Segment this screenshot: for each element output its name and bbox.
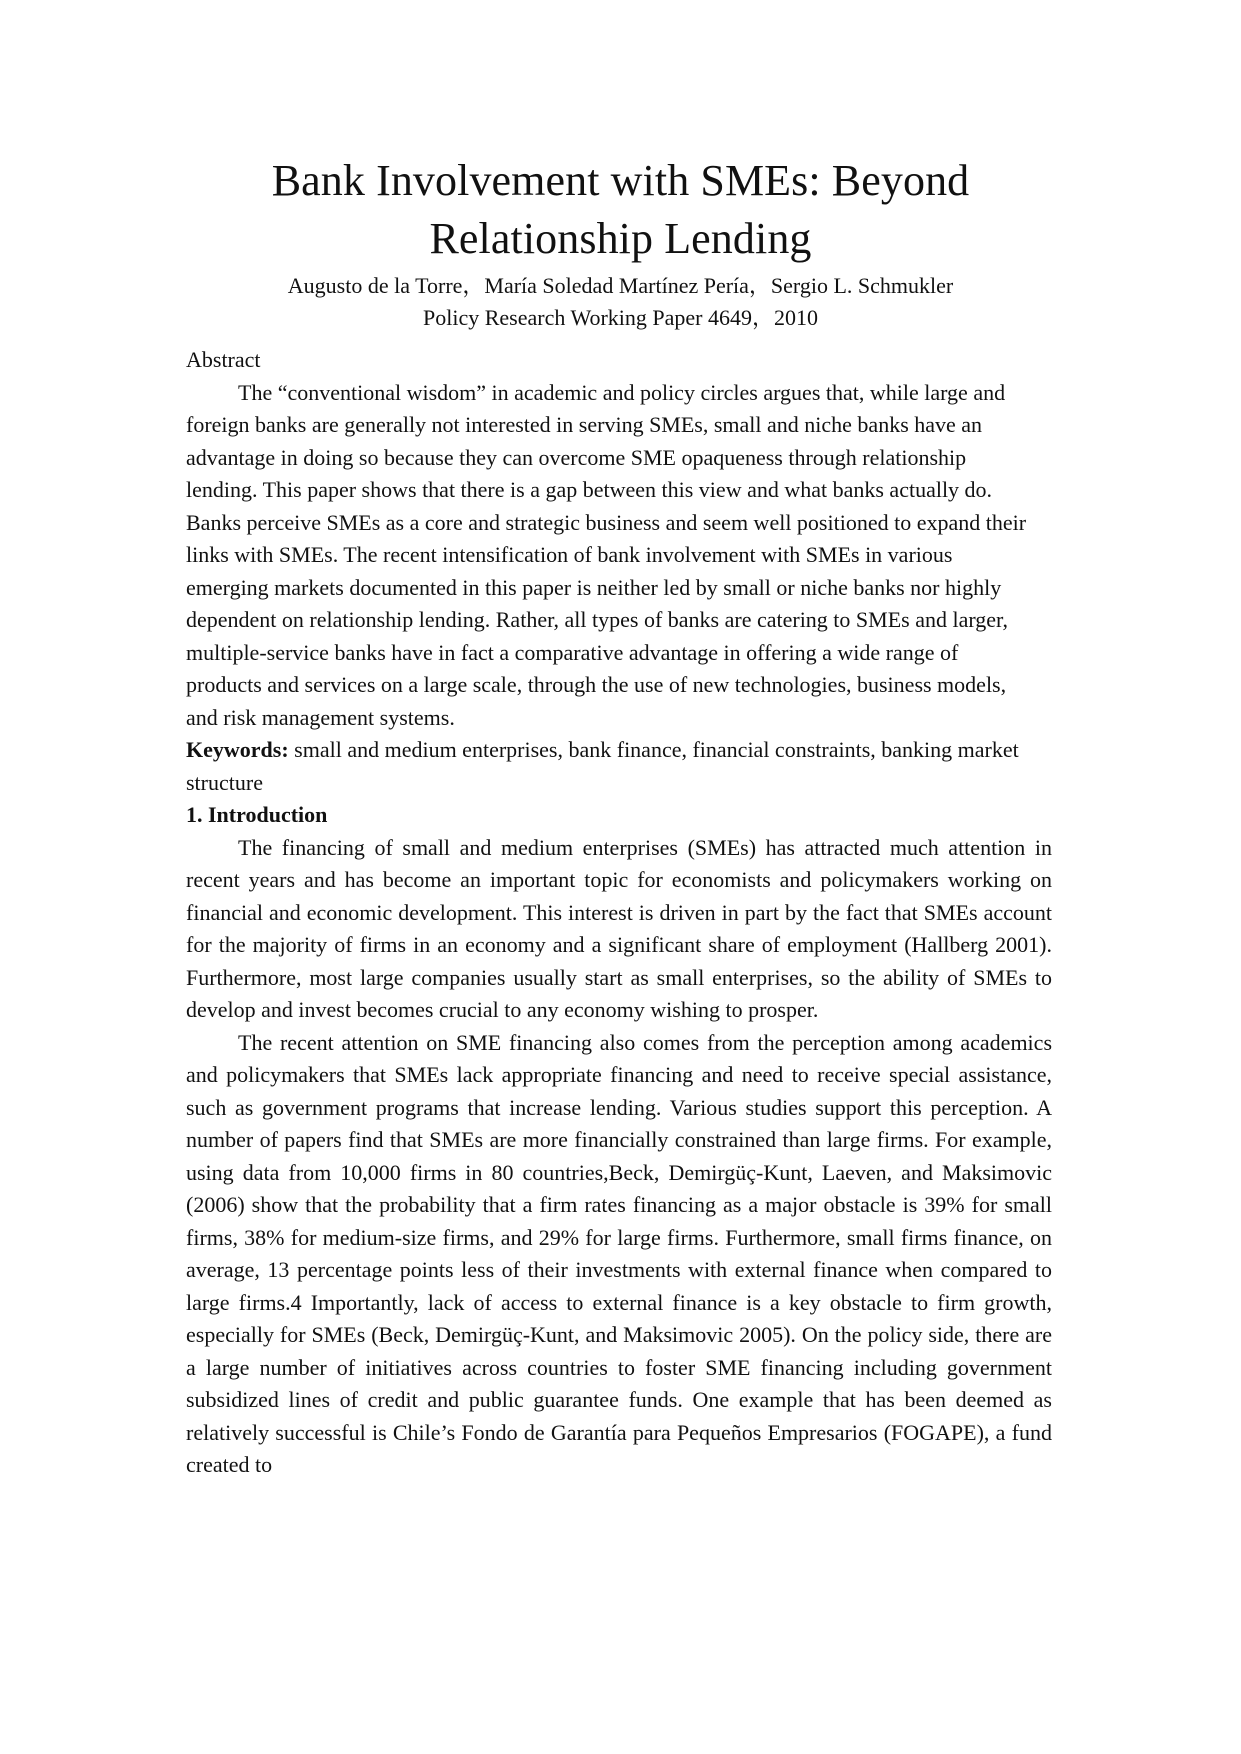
author-list: Augusto de la Torre，María Soledad Martínez Pería，Sergio L. Schmukler bbox=[287, 273, 954, 298]
paper-title: Bank Involvement with SMEs: Beyond Relationship Lending bbox=[271, 156, 970, 263]
title-block bbox=[160, 152, 1081, 334]
abstract-text: The “conventional wisdom” in academic and policy circles argues that, while large and foreign banks are generally not interested in serving SMEs, small and niche banks have an advantage in doing so because they can overcome SME opaqueness through relationship lending. This paper shows that there is a gap between this view and what banks actually do. Banks perceive SMEs as a core and strategic business and seem well positioned to expand their links with SMEs. The recent intensification of bank involvement with SMEs in various emerging markets documented in this paper is neither led by small or niche banks nor highly dependent on relationship lending. Rather, all types of banks are catering to SMEs and larger, multiple-service banks have in fact a comparative advantage in offering a wide range of products and services on a large scale, through the use of new technologies, business models, and risk management systems. bbox=[186, 379, 1027, 730]
paragraph: The financing of small and medium enterprises (SMEs) has attracted much attention in recent years and has become an important topic for economists and policymakers working on financial and economic development. This interest is driven in part by the fact that SMEs account for the majority of firms in an economy and a significant share of employment (Hallberg 2001). Furthermore, most large companies usually start as small enterprises, so the ability of SMEs to develop and invest becomes crucial to any economy wishing to prosper. bbox=[186, 834, 1052, 1022]
publication-info: Policy Research Working Paper 4649，2010 bbox=[423, 305, 818, 330]
keywords-text: small and medium enterprises, bank finance, financial constraints, banking market structure bbox=[186, 737, 1019, 795]
section-heading: 1. Introduction bbox=[186, 802, 328, 827]
abstract-heading: Abstract bbox=[186, 347, 261, 372]
paragraph: The recent attention on SME financing also comes from the perception among academics and policymakers that SMEs lack appropriate financing and need to receive special assistance, such as government programs that increase lending. Various studies support this perception. A number of papers find that SMEs are more financially constrained than large firms. For example, using data from 10,000 firms in 80 countries,Beck, Demirgüç-Kunt, Laeven, and Maksimovic (2006) show that the probability that a firm rates financing as a major obstacle is 39% for small firms, 38% for medium-size firms, and 29% for large firms. Furthermore, small firms finance, on average, 13 percentage points less of their investments with external finance when compared to large firms.4 Importantly, lack of access to external finance is a key obstacle to firm growth, especially for SMEs (Beck, Demirgüç-Kunt, and Maksimovic 2005). On the policy side, there are a large number of initiatives across countries to foster SME financing including government subsidized lines of credit and public guarantee funds. One example that has been deemed as relatively successful is Chile’s Fondo de Garantía para Pequeños Empresarios (FOGAPE), a fund created to bbox=[186, 1029, 1052, 1477]
keywords-line bbox=[186, 734, 1052, 799]
keywords-label: Keywords: bbox=[186, 737, 289, 762]
document-body bbox=[186, 344, 1052, 1482]
